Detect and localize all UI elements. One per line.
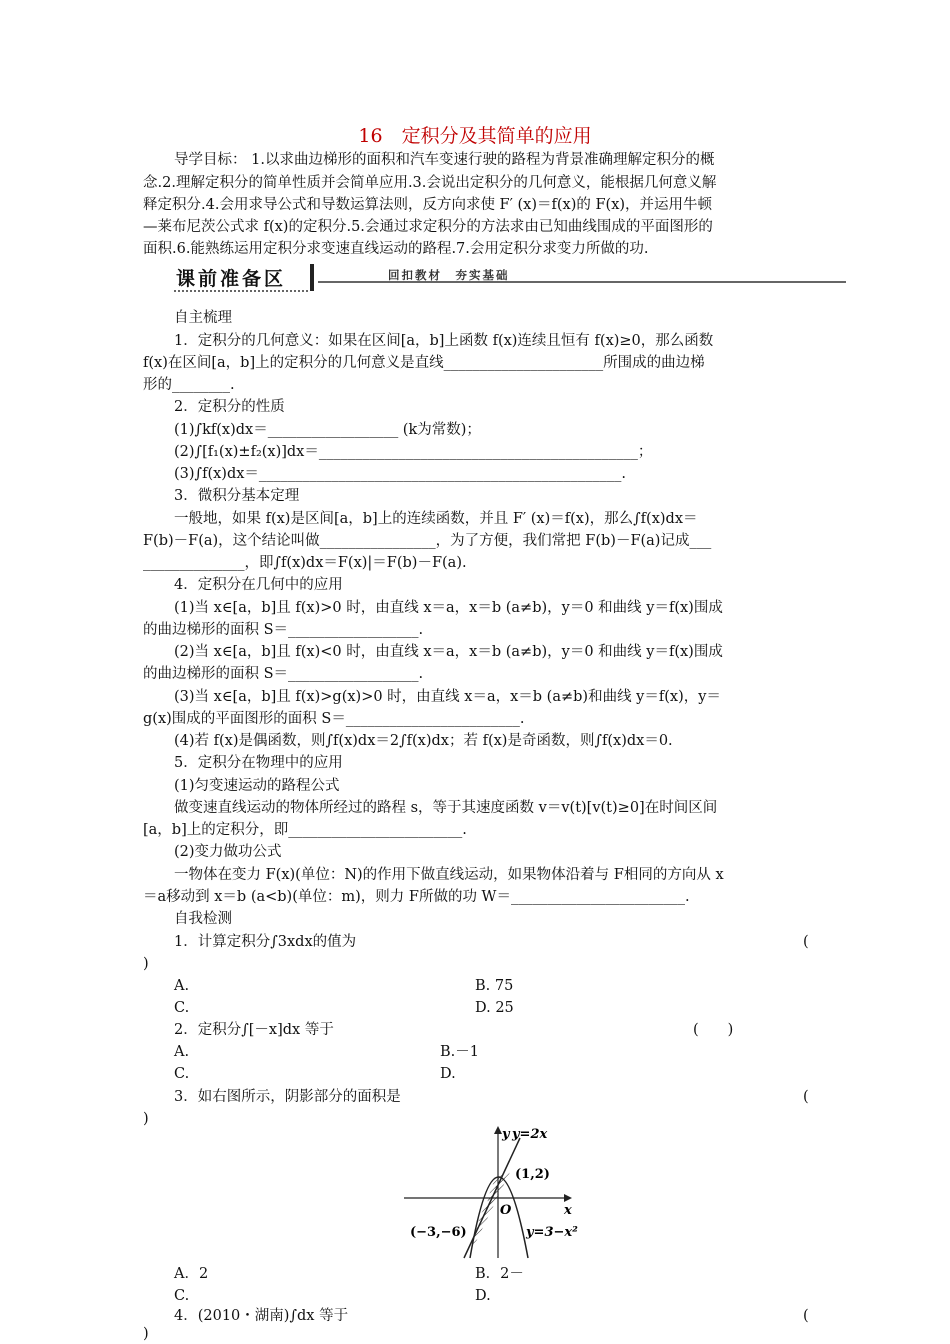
body-line: [a，b]上的定积分，即________________________. (143, 822, 467, 838)
y-axis-label: y (502, 1127, 510, 1142)
body-line: 形的________. (143, 377, 235, 393)
body-line: 的曲边梯形的面积 S＝__________________. (143, 666, 424, 682)
option-a: A. (174, 1044, 190, 1060)
line-label: y=2x (512, 1127, 548, 1142)
answer-paren-close: ) (143, 1326, 149, 1342)
integral-figure (400, 1124, 600, 1260)
origin-label: O (500, 1203, 512, 1218)
section-subtitle: 回扣教材 夯实基础 (388, 268, 510, 282)
body-line: (1)当 x∈[a，b]且 f(x)>0 时，由直线 x＝a，x＝b (a≠b)，y＝0 和曲线 y＝f(x)围成 (174, 600, 723, 616)
heading: 自主梳理 (174, 310, 232, 326)
option-a: A．2 (174, 1266, 209, 1282)
heading: 自我检测 (174, 911, 232, 927)
option-a: A. (174, 978, 190, 994)
option-d: D. (475, 1288, 491, 1304)
goal-line: 面积.6.能熟练运用定积分求变速直线运动的路程.7.会用定积分求变力所做的功. (143, 241, 649, 257)
body-line: F(b)－F(a)，这个结论叫做________________，为了方便，我们常把 F(b)－F(a)记成___ (143, 533, 712, 549)
answer-paren-close: ) (143, 956, 149, 972)
page-title: 16 定积分及其简单的应用 (358, 125, 592, 147)
option-b: B. 75 (475, 978, 514, 994)
point-label: (−3,−6) (410, 1225, 467, 1240)
option-d: D. (440, 1066, 456, 1082)
body-line: (2)变力做功公式 (174, 844, 282, 860)
answer-paren: ( (803, 1089, 809, 1105)
body-line: g(x)围成的平面图形的面积 S＝________________________. (143, 711, 525, 727)
option-b: B.－1 (440, 1044, 479, 1060)
body-line: (1)∫kf(x)dx＝__________________ (k为常数)； (174, 422, 481, 438)
body-line: (2)当 x∈[a，b]且 f(x)<0 时，由直线 x＝a，x＝b (a≠b)，y＝0 和曲线 y＝f(x)围成 (174, 644, 723, 660)
body-line: 4．定积分在几何中的应用 (174, 577, 343, 593)
body-line: 做变速直线运动的物体所经过的路程 s，等于其速度函数 v＝v(t)[v(t)≥0]在时间区间 (174, 800, 718, 816)
body-line: (4)若 f(x)是偶函数，则∫f(x)dx＝2∫f(x)dx；若 f(x)是奇函数，则∫f(x)dx＝0. (174, 733, 673, 749)
section-title: 课前准备区 (176, 268, 287, 290)
body-line: 2．定积分的性质 (174, 399, 285, 415)
goal-line: 释定积分.4.会用求导公式和导数运算法则，反方向求使 F′ (x)＝f(x)的 F(x)，并运用牛顿 (143, 197, 713, 213)
question-stem: 1．计算定积分∫3xdx的值为 (174, 934, 357, 950)
option-b: B．2－ (475, 1266, 524, 1282)
body-line: 一般地，如果 f(x)是区间[a，b]上的连续函数，并且 F′ (x)＝f(x)，那么∫f(x)dx＝ (174, 511, 698, 527)
body-line: 一物体在变力 F(x)(单位：N)的作用下做直线运动，如果物体沿着与 F相同的方向从 x (174, 867, 724, 883)
curve-label: y=3−x² (526, 1225, 578, 1240)
option-c: C. (174, 1288, 190, 1304)
option-c: C. (174, 1000, 190, 1016)
question-stem: 3．如右图所示，阴影部分的面积是 (174, 1089, 401, 1105)
answer-paren: ( (803, 1308, 809, 1324)
body-line: 1．定积分的几何意义：如果在区间[a，b]上函数 f(x)连续且恒有 f(x)≥0，那么函数 (174, 333, 714, 349)
goal-line: —莱布尼茨公式求 f(x)的定积分.5.会通过求定积分的方法求由已知曲线围成的平面图形的 (143, 219, 713, 235)
section-header (170, 262, 846, 294)
body-line: (1)匀变速运动的路程公式 (174, 778, 340, 794)
answer-paren-close: ) (143, 1111, 149, 1127)
body-line: f(x)在区间[a，b]上的定积分的几何意义是直线______________________所围成的曲边梯 (143, 355, 705, 371)
body-line: 3．微积分基本定理 (174, 488, 300, 504)
option-c: C. (174, 1066, 190, 1082)
body-line: 5．定积分在物理中的应用 (174, 755, 343, 771)
question-stem: 2．定积分∫[－x]dx 等于 (174, 1022, 334, 1038)
body-line: (3)∫f(x)dx＝__________________________________________________. (174, 466, 627, 482)
question-stem: 4．(2010・湖南)∫dx 等于 (174, 1308, 349, 1324)
x-axis-label: x (564, 1203, 572, 1218)
body-line: ＝a移动到 x＝b (a<b)(单位：m)，则力 F所做的功 W＝________________________. (143, 889, 690, 905)
goal-line: 导学目标： 1.以求曲边梯形的面积和汽车变速行驶的路程为背景准确理解定积分的概 (174, 152, 715, 168)
option-d: D. 25 (475, 1000, 514, 1016)
point-label: (1,2) (515, 1167, 550, 1182)
body-line: (3)当 x∈[a，b]且 f(x)>g(x)>0 时，由直线 x＝a，x＝b (a≠b)和曲线 y＝f(x)，y＝ (174, 689, 721, 705)
answer-paren: ( ) (693, 1022, 734, 1038)
body-line: 的曲边梯形的面积 S＝__________________. (143, 622, 424, 638)
body-line: ______________，即∫f(x)dx＝F(x)|＝F(b)－F(a). (143, 555, 467, 571)
figure-graphic (400, 1124, 600, 1260)
goal-line: 念.2.理解定积分的简单性质并会简单应用.3.会说出定积分的几何意义，能根据几何意义解 (143, 175, 717, 191)
body-line: (2)∫[f₁(x)±f₂(x)]dx＝____________________________________________； (174, 444, 653, 460)
answer-paren: ( (803, 934, 809, 950)
